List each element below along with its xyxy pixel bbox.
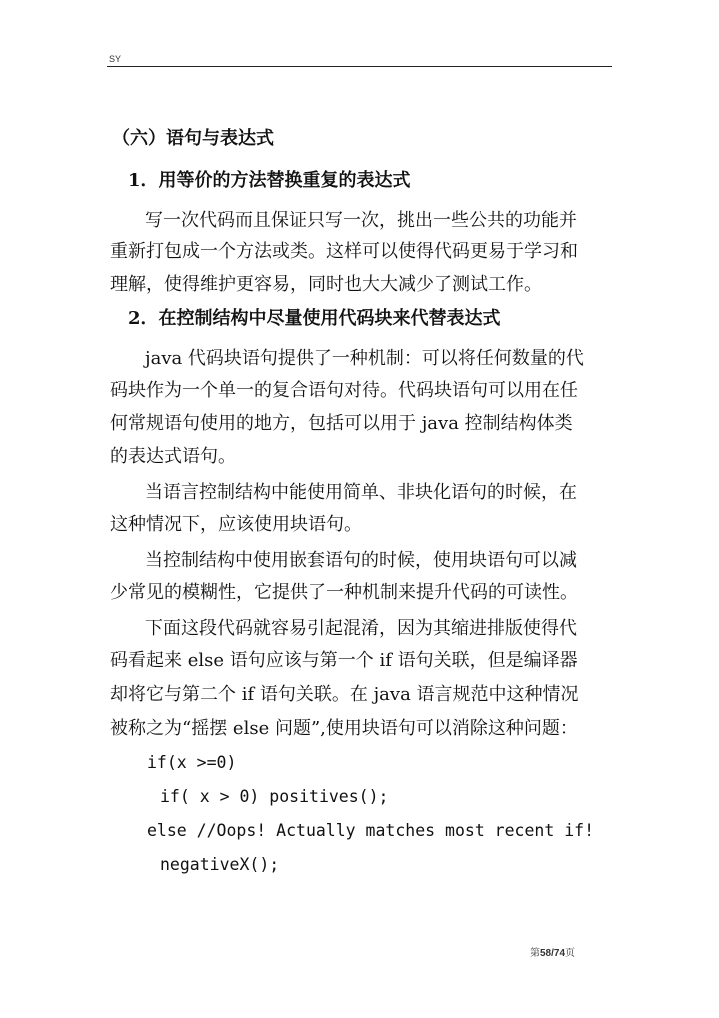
- header-rule: [107, 66, 612, 67]
- paragraph-line: 码块作为一个单一的复合语句对待。代码块语句可以用在任: [110, 380, 578, 401]
- paragraph-line: 码看起来 else 语句应该与第一个 if 语句关联，但是编译器: [110, 650, 578, 671]
- header-label: SY: [109, 54, 122, 64]
- section-title: （六）语句与表达式: [112, 128, 274, 149]
- paragraph-line: 写一次代码而且保证只写一次，挑出一些公共的功能并: [145, 210, 577, 231]
- paragraph-line: 被称之为“摇摆 else 问题”,使用块语句可以消除这种问题：: [110, 718, 578, 739]
- code-line: negativeX();: [160, 855, 280, 874]
- paragraph-line: 重新打包成一个方法或类。这样可以使得代码更易于学习和: [110, 241, 578, 262]
- paragraph-line: 当控制结构中使用嵌套语句的时候，使用块语句可以减: [145, 550, 577, 571]
- footer-suffix: 页: [565, 948, 576, 959]
- paragraph-line: java 代码块语句提供了一种机制：可以将任何数量的代: [145, 348, 584, 369]
- code-line: if( x > 0) positives();: [160, 787, 389, 806]
- footer-prefix: 第: [530, 948, 540, 959]
- item-heading-2: 2．在控制结构中尽量使用代码块来代替表达式: [128, 308, 501, 329]
- paragraph-line: 当语言控制结构中能使用简单、非块化语句的时候，在: [145, 482, 577, 503]
- page-footer: [530, 944, 575, 959]
- page-number: 58/74: [540, 948, 566, 959]
- paragraph-line: 理解，使得维护更容易，同时也大大减少了测试工作。: [110, 274, 542, 295]
- paragraph-line: 何常规语句使用的地方，包括可以用于 java 控制结构体类: [110, 413, 573, 434]
- paragraph-line: 的表达式语句。: [110, 446, 236, 467]
- paragraph-line: 这种情况下，应该使用块语句。: [110, 514, 362, 535]
- item-heading-1: 1．用等价的方法替换重复的表达式: [128, 170, 411, 191]
- paragraph-line: 下面这段代码就容易引起混淆，因为其缩进排版使得代: [145, 618, 577, 639]
- code-line: if(x >=0): [147, 753, 237, 772]
- paragraph-line: 却将它与第二个 if 语句关联。在 java 语言规范中这种情况: [110, 684, 579, 705]
- paragraph-line: 少常见的模糊性，它提供了一种机制来提升代码的可读性。: [110, 582, 578, 603]
- code-line: else //Oops! Actually matches most recent if!: [147, 821, 595, 840]
